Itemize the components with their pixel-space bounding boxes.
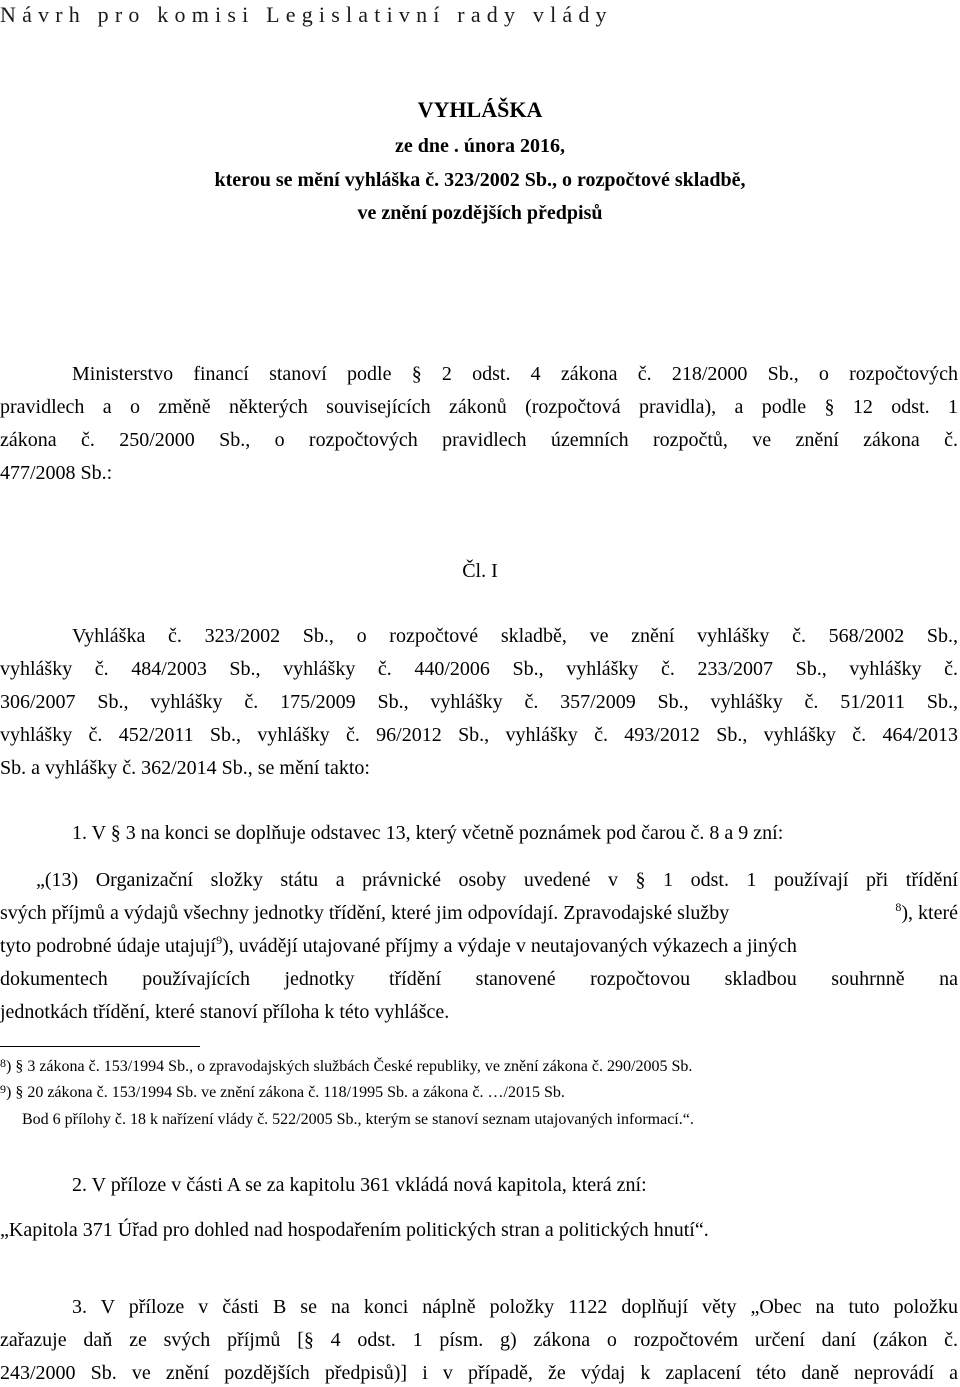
preamble-line2: pravidlech a o změně některých souvisejících zákonů (rozpočtová pravidla), a podle § 12 odst. 1 xyxy=(0,396,958,418)
point1-paragraph-line4: dokumentech používajících jednotky třídění stanovené rozpočtovou skladbou souhrnně na xyxy=(0,968,958,990)
document-subject-line2: ve znění pozdějších předpisů xyxy=(357,202,603,224)
footnote-ref-8[interactable]: 8 xyxy=(895,900,902,914)
footnote-9-continuation: Bod 6 přílohy č. 18 k nařízení vlády č. 522/2005 Sb., kterým se stanoví seznam utajovaných informací.“. xyxy=(22,1111,694,1128)
point3-line1: 3. V příloze v části B se na konci náplně položky 1122 doplňují věty „Obec na tuto položku xyxy=(72,1296,958,1318)
point3-line2: zařazuje daň ze svých příjmů [§ 4 odst. 1 písm. g) zákona o rozpočtovém určení daní (zákon č. xyxy=(0,1329,958,1351)
point1-paragraph-line1: „(13) Organizační složky státu a právnické osoby uvedené v § 1 odst. 1 používají při třídění xyxy=(36,869,958,891)
article-heading: Čl. I xyxy=(462,560,498,582)
document-date: ze dne . února 2016, xyxy=(395,135,565,157)
point1-paragraph-line2-text: svých příjmů a výdajů všechny jednotky třídění, které jim odpovídají. Zpravodajské služby xyxy=(0,902,730,924)
footnote-8 xyxy=(0,1056,693,1075)
point2-chapter: „Kapitola 371 Úřad pro dohled nad hospodařením politických stran a politických hnutí“. xyxy=(0,1219,709,1241)
footnote-8-marker: 8 xyxy=(0,1056,6,1070)
intro-line3: 306/2007 Sb., vyhlášky č. 175/2009 Sb., vyhlášky č. 357/2009 Sb., vyhlášky č. 51/2011 Sb., xyxy=(0,691,958,713)
intro-line5: Sb. a vyhlášky č. 362/2014 Sb., se mění takto: xyxy=(0,757,370,779)
preamble-line4: 477/2008 Sb.: xyxy=(0,462,113,484)
intro-line1: Vyhláška č. 323/2002 Sb., o rozpočtové skladbě, ve znění vyhlášky č. 568/2002 Sb., xyxy=(72,625,958,647)
document-title: VYHLÁŠKA xyxy=(417,97,543,122)
point3-line3: 243/2000 Sb. ve znění pozdějších předpisů)] i v případě, že výdaj k zaplacení této daně neprovádí a xyxy=(0,1362,958,1384)
point1-paragraph-line2-end xyxy=(895,900,958,924)
point1-paragraph-line2 xyxy=(0,900,958,924)
draft-header: Návrh pro komisi Legislativní rady vlády xyxy=(0,2,613,27)
footnote-9 xyxy=(0,1082,565,1101)
preamble-line1: Ministerstvo financí stanoví podle § 2 odst. 4 zákona č. 218/2000 Sb., o rozpočtových xyxy=(72,363,958,385)
point1-paragraph-line5: jednotkách třídění, které stanoví příloha k této vyhlášce. xyxy=(0,1001,450,1023)
footnote-9-text: ) § 20 zákona č. 153/1994 Sb. ve znění zákona č. 118/1995 Sb. a zákona č. …/2015 Sb. xyxy=(6,1084,565,1101)
footnote-9-marker: 9 xyxy=(0,1082,6,1096)
footnote-separator xyxy=(0,1046,200,1047)
intro-line2: vyhlášky č. 484/2003 Sb., vyhlášky č. 440/2006 Sb., vyhlášky č. 233/2007 Sb., vyhlášky č. xyxy=(0,658,958,680)
point1-paragraph-line3 xyxy=(0,933,958,957)
footnote-ref-9[interactable]: 9 xyxy=(216,933,223,947)
point1-heading: 1. V § 3 na konci se doplňuje odstavec 13, který včetně poznámek pod čarou č. 8 a 9 zní: xyxy=(72,822,784,844)
document-subject-line1: kterou se mění vyhláška č. 323/2002 Sb., o rozpočtové skladbě, xyxy=(214,169,746,191)
point1-paragraph-line3-text: tyto podrobné údaje utajují xyxy=(0,935,217,957)
intro-line4: vyhlášky č. 452/2011 Sb., vyhlášky č. 96/2012 Sb., vyhlášky č. 493/2012 Sb., vyhlášky č. 464/2013 xyxy=(0,724,958,746)
footnote-8-text: ) § 3 zákona č. 153/1994 Sb., o zpravodajských službách České republiky, ve znění zákona č. 290/2005 Sb. xyxy=(6,1058,693,1075)
point2-heading: 2. V příloze v části A se za kapitolu 361 vkládá nová kapitola, která zní: xyxy=(72,1174,647,1196)
point1-paragraph-line3-tail: ), uvádějí utajované příjmy a výdaje v neutajovaných výkazech a jiných xyxy=(222,935,797,957)
preamble-line3: zákona č. 250/2000 Sb., o rozpočtových pravidlech územních rozpočtů, ve znění zákona č. xyxy=(0,429,958,451)
point1-paragraph-line2-tail: ), které xyxy=(901,902,958,924)
